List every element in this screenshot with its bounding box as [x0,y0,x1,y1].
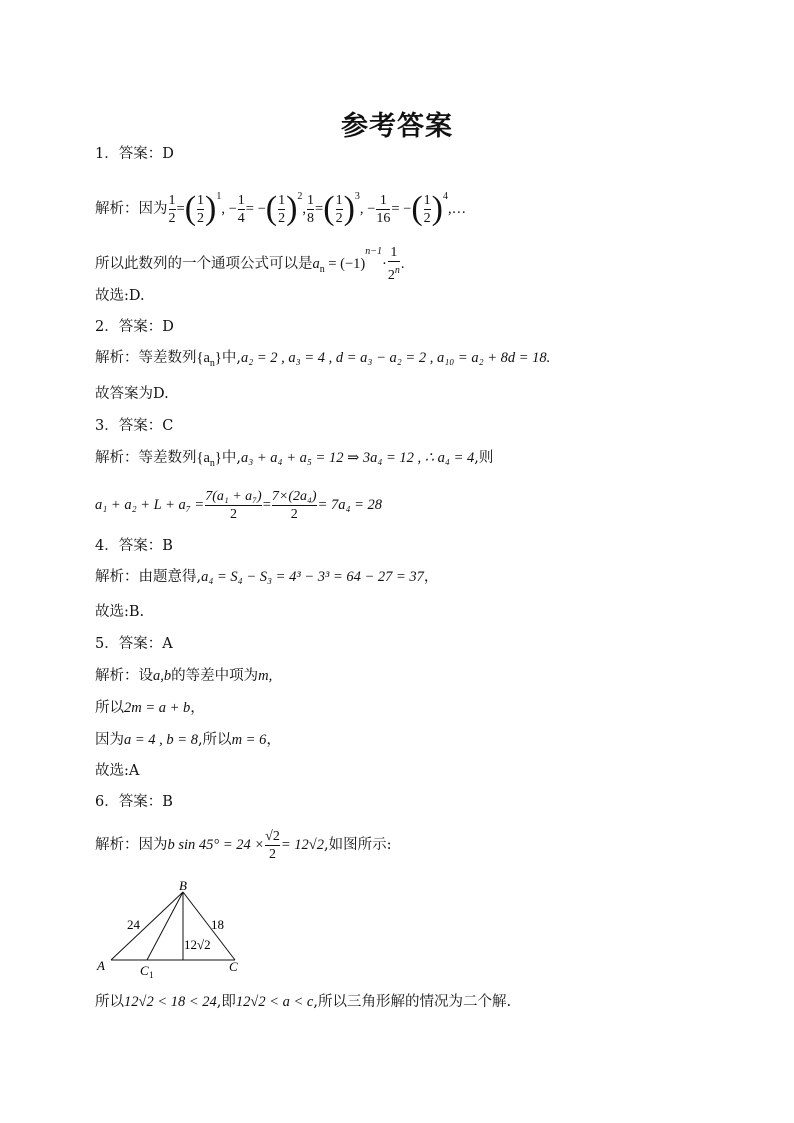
label-side-BC: 18 [211,917,224,932]
q5-answer: 5．答案：A [95,636,173,652]
q2-explanation: 解析：等差数列$\{a_n\}$中,a₂ = 2 , a₃ = 4 , d = a₃ − a₂ = 2 , a₁₀ = a₂ + 8d = 18. [95,350,551,369]
label-C1-sub: 1 [149,970,154,980]
label-C: C [229,959,238,974]
label-C1: C [140,963,149,978]
q3-explanation: 解析：等差数列$\{a_n\}$中,a₃ + a₄ + a₅ = 12 ⇒ 3a₄ = 12 , ∴ a₄ = 4,则 [95,450,494,469]
q1-general-term: 所以此数列的一个通项公式可以是$a_n = (-1)^{n-1}\cdot$ $\frac{1}{2^n}$ . [95,245,405,283]
q6-explanation: 解析：因为b sin 45° = 24 × $\frac{√2}{2}$ = 12√2,如图所示: [95,828,392,862]
q5-explanation: 解析：设a,b的等差中项为m, [95,668,273,684]
q3-sum: a₁ + a₂ + L + a₇ = $\frac{\text{7(a₁ + a₇)}}{2}$ = $\frac{\text{7×(2a₄)}}{2}$ = 7a₄ = 28 [95,488,383,522]
side-BC1 [147,892,183,960]
frac-sixteenth: $\frac{1}{16}$ [376,192,391,226]
frac-eighth: $\frac{1}{8}$ [307,192,315,226]
q6-answer: 6．答案：B [95,794,173,810]
page-title: 参考答案 [341,111,453,142]
q5-conclusion: 故选:A [95,763,140,779]
q4-answer: 4．答案：B [95,538,173,554]
triangle-figure [95,878,255,980]
q2-answer: 2．答案：D [95,319,174,335]
q5-line2: 所以2m = a + b， [95,700,205,716]
side-AB [111,892,183,960]
frac-half: $\frac{1}{2}$ [168,192,176,226]
label-height: 12√2 [184,937,211,952]
q1-explanation: 解析：因为 $\frac{1}{2}$ =( $\frac{1}{2}$ )$^1$, − $\frac{1}{4}$ = −( $\frac{1}{2}$ )$^2$, $\frac{1}{8}$ =( $\frac{1}{2}$ )$^3$, − $\frac{1}{16}$ = −( $\frac{1}{2}$ )$^4$,… [95,190,467,227]
q1-answer: 1．答案：D [95,146,174,162]
q2-conclusion: 故答案为D. [95,386,169,402]
q4-conclusion: 故选:B. [95,604,145,620]
q4-explanation: 解析：由题意得,a₄ = S₄ − S₃ = 4³ − 3³ = 64 − 27 = 37， [95,569,439,585]
label-B: B [179,878,187,893]
q6-final: 所以12√2 < 18 < 24,即12√2 < a < c,所以三角形解的情况为二个解. [95,994,512,1010]
q1-conclusion: 故选:D. [95,288,145,304]
label-side-AB: 24 [127,917,140,932]
q3-answer: 3．答案：C [95,418,174,434]
label-A: A [97,958,105,973]
q1-expl-prefix: 解析：因为 [95,201,168,217]
q5-line3: 因为a = 4 , b = 8,所以m = 6， [95,732,281,748]
frac-quarter: $\frac{1}{4}$ [237,192,245,226]
